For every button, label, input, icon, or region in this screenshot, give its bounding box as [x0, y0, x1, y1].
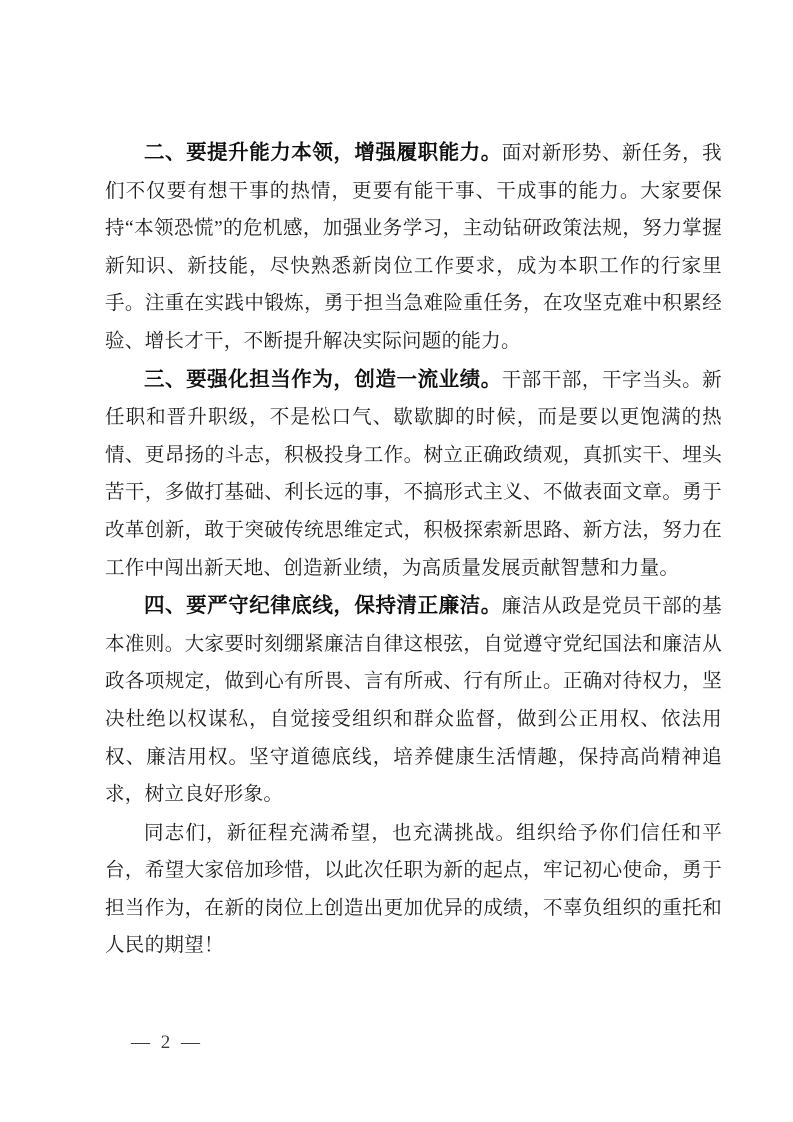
paragraph-section-3	[105, 361, 722, 588]
paragraph-2-heading: 二、要提升能力本领，增强履职能力。	[144, 141, 502, 164]
paragraph-4-heading: 四、要严守纪律底线，保持清正廉洁。	[144, 594, 502, 618]
paragraph-section-4	[105, 587, 722, 814]
paragraph-closing-body: 同志们，新征程充满希望，也充满挑战。组织给予你们信任和平台，希望大家倍加珍惜，以此次任职为新的起点，牢记初心使命，勇于担当作为，在新的岗位上创造出更加优异的成绩，不辜负组织的重托和人民的期望！	[105, 822, 722, 957]
page-number: — 2 —	[131, 1032, 203, 1053]
paragraph-section-2	[105, 134, 722, 361]
paragraph-3-body: 干部干部，干字当头。新任职和晋升职级，不是松口气、歇歇脚的时候，而是要以更饱满的热情、更昂扬的斗志，积极投身工作。树立正确政绩观，真抓实干、埋头苦干，多做打基础、利长远的事，不搞形式主义、不做表面文章。勇于改革创新，敢于突破传统思维定式，积极探索新思路、新方法，努力在工作中闯出新天地、创造新业绩，为高质量发展贡献智慧和力量。	[105, 369, 722, 579]
paragraph-3-heading: 三、要强化担当作为，创造一流业绩。	[144, 367, 502, 391]
paragraph-closing	[105, 814, 722, 965]
document-text-block	[105, 134, 722, 965]
paragraph-4-body: 廉洁从政是党员干部的基本准则。大家要时刻绷紧廉洁自律这根弦，自觉遵守党纪国法和廉洁从政各项规定，做到心有所畏、言有所戒、行有所止。正确对待权力，坚决杜绝以权谋私，自觉接受组织和群众监督，做到公正用权、依法用权、廉洁用权。坚守道德底线，培养健康生活情趣，保持高尚精神追求，树立良好形象。	[105, 596, 722, 806]
paragraph-2-body: 面对新形势、新任务，我们不仅要有想干事的热情，更要有能干事、干成事的能力。大家要保持“本领恐慌”的危机感，加强业务学习，主动钻研政策法规，努力掌握新知识、新技能，尽快熟悉新岗位工作要求，成为本职工作的行家里手。注重在实践中锻炼，勇于担当急难险重任务，在攻坚克难中积累经验、增长才干，不断提升解决实际问题的能力。	[105, 143, 722, 352]
